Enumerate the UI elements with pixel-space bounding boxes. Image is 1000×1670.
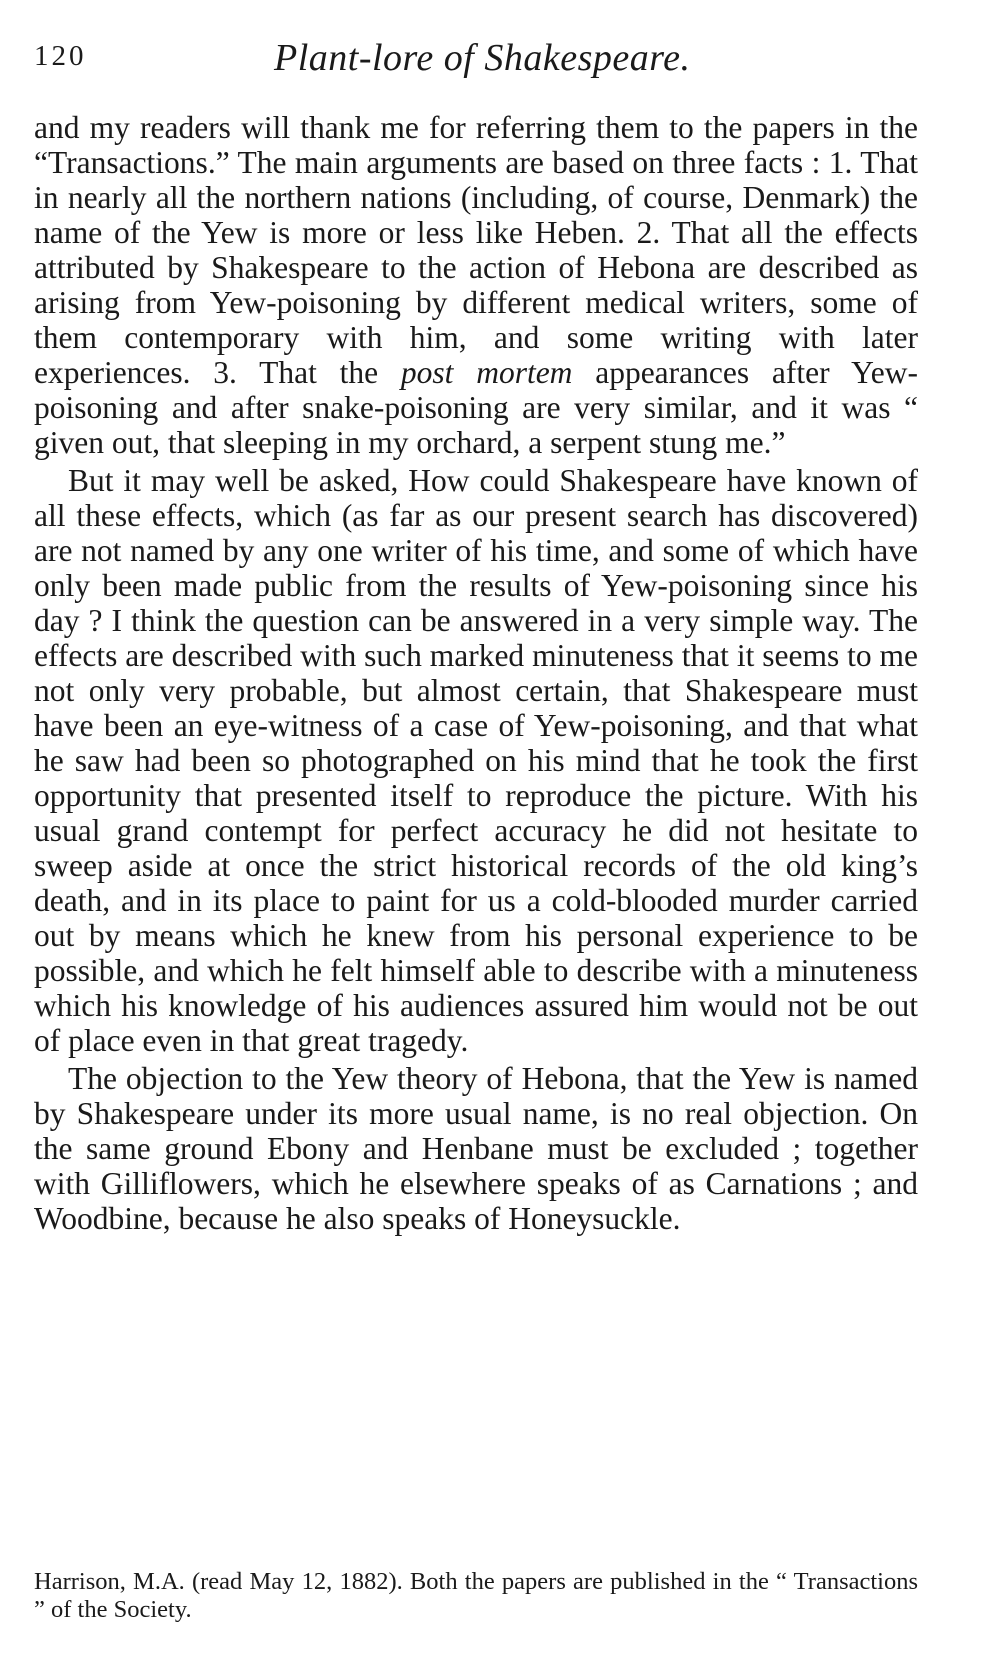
paragraph-1 <box>34 110 918 460</box>
paragraph-2: But it may well be asked, How could Shakespeare have known of all these effects, which (as far as our present search has discovered) are not named by any one writer of his time, and some of which have only been made public from the results of Yew-poisoning since his day ? I think the question can be answered in a very simple way. The effects are described with such marked minuteness that it seems to me not only very probable, but almost certain, that Shakespeare must have been an eye-witness of a case of Yew-poisoning, and that what he saw had been so photographed on his mind that he took the first opportunity that presented itself to reproduce the picture. With his usual grand contempt for perfect accuracy he did not hesitate to sweep aside at once the strict historical records of the old king’s death, and in its place to paint for us a cold-blooded murder carried out by means which he knew from his personal experience to be possible, and which he felt himself able to describe with a minuteness which his knowledge of his audiences assured him would not be out of place even in that great tragedy. <box>34 463 918 1058</box>
paragraph-1-text: and my readers will thank me for referring them to the papers in the “Transactions.” The main arguments are based on three facts : 1. That in nearly all the northern nations (including, of course, Denmark) the name of the Yew is more or less like Heben. 2. That all the effects attributed by Shakespeare to the action of Hebona are described as arising from Yew-poisoning by different medical writers, some of them contemporary with him, and some writing with later experiences. 3. That the <box>34 110 918 390</box>
body-text <box>34 110 918 1236</box>
paragraph-3: The objection to the Yew theory of Hebona, that the Yew is named by Shakespeare under its more usual name, is no real objection. On the same ground Ebony and Henbane must be excluded ; together with Gilliflowers, which he elsewhere speaks of as Carnations ; and Woodbine, because he also speaks of Honeysuckle. <box>34 1061 918 1236</box>
footnote: Harrison, M.A. (read May 12, 1882). Both the papers are published in the “ Transactions ” of the Society. <box>34 1568 918 1623</box>
running-title: Plant-lore of Shakespeare. <box>274 37 691 79</box>
paragraph-1-text-after: appearances after Yew-poisoning and after snake-poisoning are very similar, and it was “ given out, that sleeping in my orchard, a serpent stung me.” <box>34 355 918 460</box>
latin-phrase: post mortem <box>400 355 573 390</box>
running-head <box>34 37 914 90</box>
page-number: 120 <box>34 40 87 72</box>
